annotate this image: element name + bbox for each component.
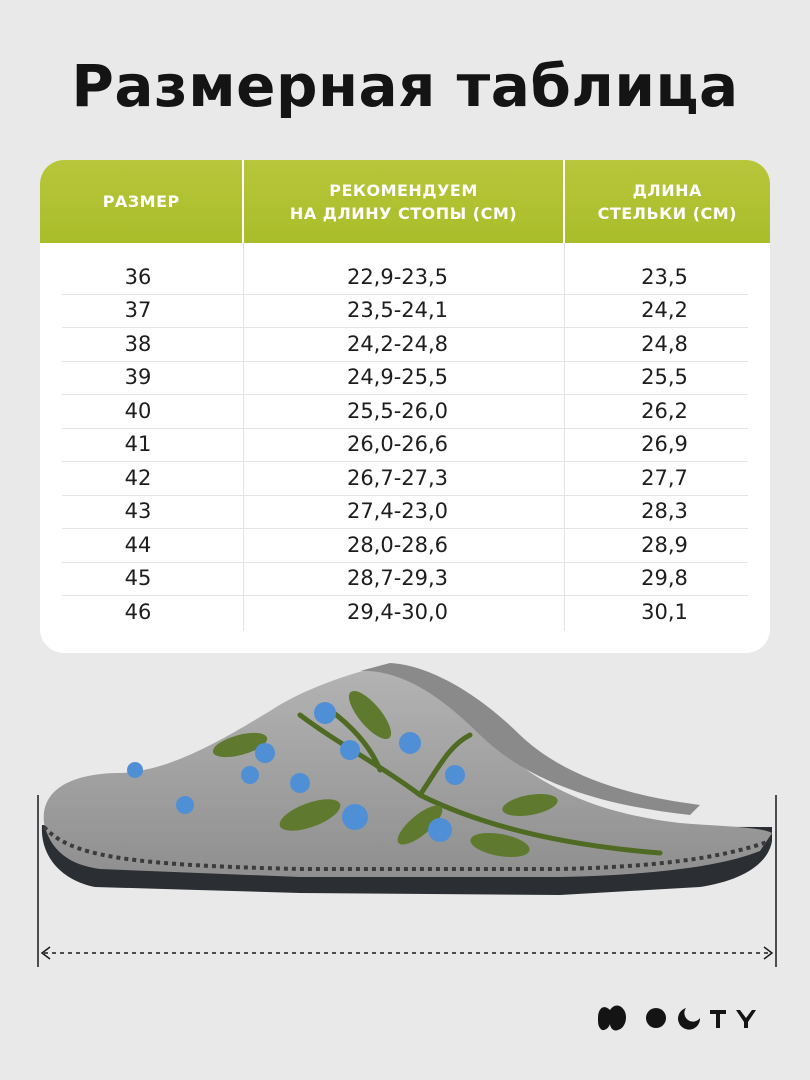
foot-length-cell: 25,5-26,0 — [346, 398, 449, 423]
insole-length-cell: 24,2 — [641, 298, 688, 323]
insole-length-cell: 25,5 — [641, 365, 688, 390]
size-cell: 36 — [124, 264, 152, 289]
size-cell: 41 — [124, 432, 152, 457]
foot-length-cell: 24,2-24,8 — [346, 331, 449, 356]
header-insole-length: ДЛИНА СТЕЛЬКИ (СМ) — [597, 180, 737, 223]
foot-length-cell: 27,4-23,0 — [346, 499, 449, 524]
table-row — [40, 495, 770, 529]
table-row — [40, 428, 770, 462]
header-size: РАЗМЕР — [102, 192, 180, 211]
size-cell: 40 — [124, 398, 152, 423]
size-table — [40, 160, 770, 653]
slipper-upper — [44, 669, 772, 877]
header-foot-length: РЕКОМЕНДУЕМ НА ДЛИНУ СТОПЫ (СМ) — [242, 160, 564, 243]
table-row — [40, 361, 770, 395]
table-row — [40, 562, 770, 596]
insole-length-cell: 28,3 — [641, 499, 688, 524]
foot-length-cell: 26,0-26,6 — [346, 432, 449, 457]
foot-length-cell: 24,9-25,5 — [346, 365, 449, 390]
brand-logo-icon — [596, 998, 768, 1038]
page-title: Размерная таблица — [71, 52, 739, 120]
table-row — [40, 595, 770, 629]
insole-length-cell: 28,9 — [641, 532, 688, 557]
table-row — [40, 528, 770, 562]
foot-length-cell: 26,7-27,3 — [346, 465, 449, 490]
table-header — [40, 160, 770, 243]
table-row — [40, 461, 770, 495]
table-row — [40, 327, 770, 361]
size-cell: 39 — [124, 365, 152, 390]
foot-length-cell: 29,4-30,0 — [346, 599, 449, 624]
size-cell: 46 — [124, 599, 152, 624]
insole-length-cell: 26,2 — [641, 398, 688, 423]
size-cell: 37 — [124, 298, 152, 323]
table-row — [40, 394, 770, 428]
foot-length-cell: 23,5-24,1 — [346, 298, 449, 323]
table-row — [40, 294, 770, 328]
size-cell: 42 — [124, 465, 152, 490]
size-cell: 45 — [124, 566, 152, 591]
insole-length-cell: 30,1 — [641, 599, 688, 624]
insole-length-cell: 29,8 — [641, 566, 688, 591]
size-cell: 38 — [124, 331, 152, 356]
foot-length-cell: 28,0-28,6 — [346, 532, 449, 557]
size-cell: 44 — [124, 532, 152, 557]
foot-length-cell: 22,9-23,5 — [346, 264, 449, 289]
insole-length-cell: 24,8 — [641, 331, 688, 356]
insole-length-cell: 23,5 — [641, 264, 688, 289]
insole-length-cell: 26,9 — [641, 432, 688, 457]
table-body — [40, 260, 770, 629]
table-row — [40, 260, 770, 294]
foot-length-cell: 28,7-29,3 — [346, 566, 449, 591]
slipper-image — [0, 655, 810, 975]
size-cell: 43 — [124, 499, 152, 524]
insole-length-cell: 27,7 — [641, 465, 688, 490]
